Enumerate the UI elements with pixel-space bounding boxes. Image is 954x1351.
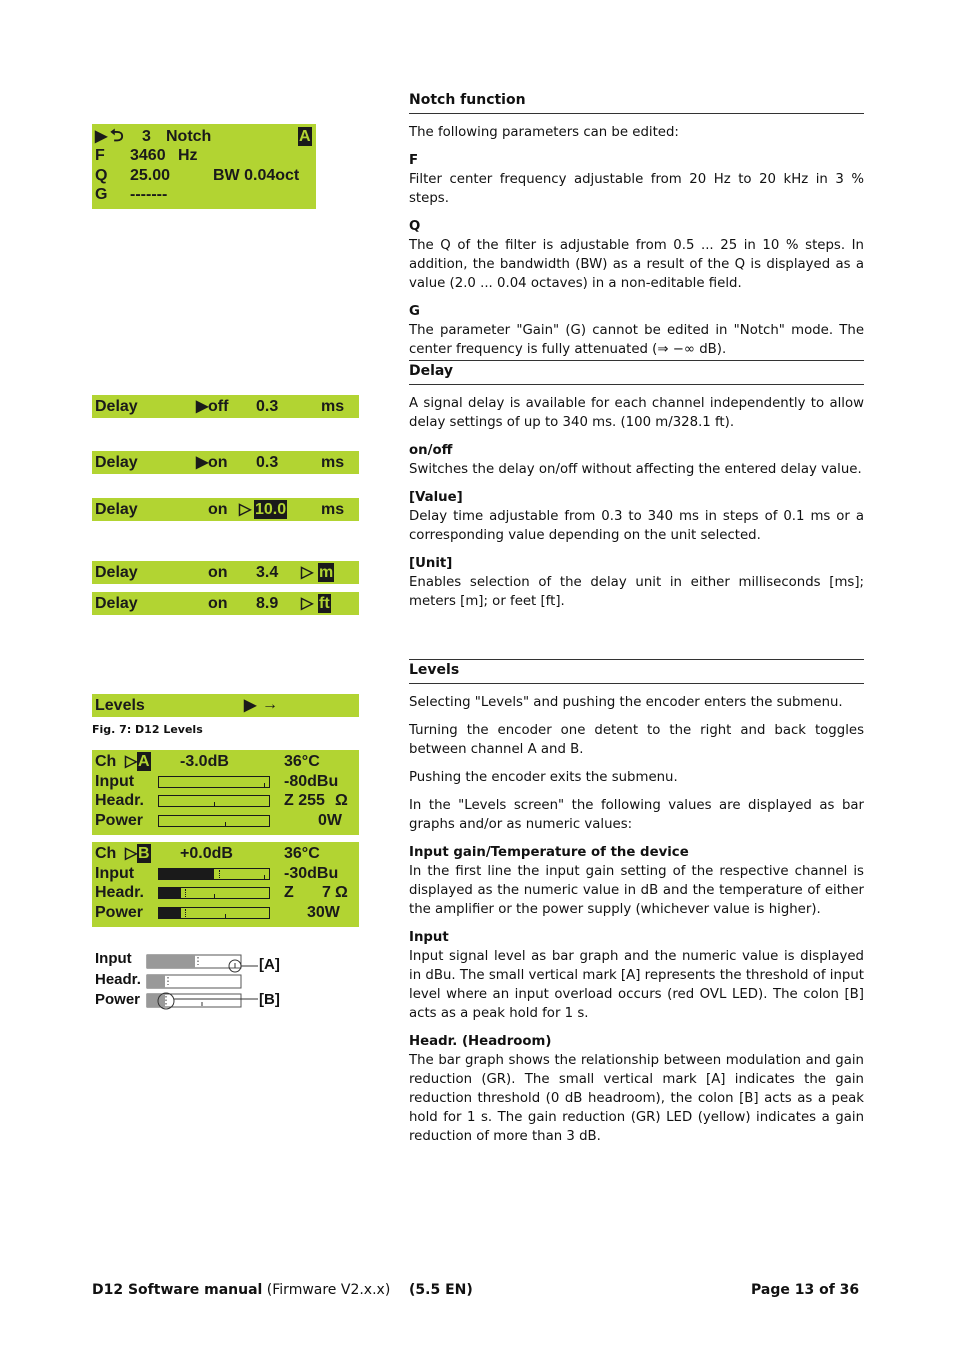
detail-power-label: Power <box>95 991 141 1008</box>
delay-value-text: Delay time adjustable from 0.3 to 340 ms in steps of 0.1 ms or a corresponding value depending on the unit selected. <box>409 509 864 543</box>
levels-ig-head: Input gain/Temperature of the device <box>409 845 689 860</box>
levels-ch-label: Ch <box>95 845 117 862</box>
threshold-mark <box>264 783 265 787</box>
notch-f-text: Filter center frequency adjustable from 20 Hz to 20 kHz in 3 % steps. <box>409 172 864 206</box>
levels-menu-label: Levels <box>95 697 145 714</box>
threshold-mark <box>264 875 265 879</box>
levels-power-fill <box>159 908 181 918</box>
figure-caption: Fig. 7: D12 Levels <box>92 723 203 736</box>
levels-title: Levels <box>409 662 460 678</box>
delay-lcd-state: on <box>208 501 228 518</box>
notch-lcd-label: Notch <box>166 128 212 145</box>
footer-version: (5.5 EN) <box>409 1282 473 1298</box>
detail-headroom-label: Headr. <box>95 971 141 988</box>
delay-lcd-label: Delay <box>95 501 138 518</box>
levels-p2: Turning the encoder one detent to the right and back toggles between channel A and B. <box>409 723 864 757</box>
levels-text <box>409 693 864 1146</box>
delay-lcd-unit: ms <box>321 398 345 415</box>
levels-power-bar <box>158 907 270 919</box>
notch-lcd-g-value: ------- <box>130 186 168 203</box>
delay-value-head: [Value] <box>409 490 463 505</box>
levels-gain: -3.0dB <box>180 753 229 770</box>
levels-input-bar <box>158 868 270 880</box>
threshold-mark <box>225 914 226 918</box>
footer-page: Page 13 of 36 <box>751 1282 860 1298</box>
delay-lcd-unit: ms <box>321 501 345 518</box>
delay-lcd-label: Delay <box>95 595 138 612</box>
notch-lcd-g-key: G <box>95 186 108 203</box>
levels-gain: +0.0dB <box>180 845 233 862</box>
notch-text <box>409 123 864 359</box>
detail-mark-a: [A] <box>259 956 280 973</box>
levels-impedance-value: 7 <box>322 884 331 901</box>
delay-lcd-value: 8.9 <box>256 595 279 612</box>
detail-input-fill <box>147 955 195 968</box>
delay-intro: A signal delay is available for each channel independently to allow delay settings of up to 340 ms. (100 m/328.1 ft). <box>409 396 864 430</box>
levels-p4: In the "Levels screen" the following values are displayed as bar graphs and/or as numeric values: <box>409 798 864 832</box>
enter-arrow-icon: → <box>262 696 278 713</box>
notch-lcd-bw: BW 0.04oct <box>213 167 300 184</box>
levels-in-text: Input signal level as bar graph and the numeric value is displayed in dBu. The small vertical mark [A] represents the threshold of input level where an input overload occurs (red OVL LED). The colon [B] acts as a peak hold for 1 s. <box>409 949 864 1021</box>
levels-p3: Pushing the encoder exits the submenu. <box>409 770 678 785</box>
footer-firmware: (Firmware V2.x.x) <box>266 1282 391 1298</box>
notch-lcd-q-key: Q <box>95 167 108 184</box>
delay-unit-head: [Unit] <box>409 556 453 571</box>
levels-headroom-label: Headr. <box>95 884 144 901</box>
levels-input-fill <box>159 869 214 879</box>
notch-g-text: The parameter "Gain" (G) cannot be edited in "Notch" mode. The center frequency is fully attenuated (⇒ −∞ dB). <box>409 323 864 357</box>
delay-onoff-text: Switches the delay on/off without affecting the entered delay value. <box>409 462 862 477</box>
delay-lcd-state: on <box>208 564 228 581</box>
notch-f-head: F <box>409 153 419 168</box>
detail-input-label: Input <box>95 950 132 967</box>
threshold-mark <box>214 894 215 898</box>
delay-lcd-unit: ft <box>319 595 330 612</box>
delay-lcd-unit: ms <box>321 454 345 471</box>
notch-lcd-q-value: 25.00 <box>130 167 171 184</box>
delay-lcd-value-edit <box>92 498 359 521</box>
levels-ch-id: B <box>138 845 150 862</box>
levels-input-label: Input <box>95 865 135 882</box>
delay-lcd-label: Delay <box>95 564 138 581</box>
levels-hr-head: Headr. (Headroom) <box>409 1034 552 1049</box>
delay-lcd-off <box>92 395 359 418</box>
delay-title: Delay <box>409 363 454 379</box>
cursor-outline-arrow-icon: ▷ <box>301 564 314 581</box>
notch-lcd-num: 3 <box>142 128 151 145</box>
return-icon: ⮌ <box>110 126 124 145</box>
peak-hold-colon <box>185 889 187 897</box>
cursor-arrow-icon: ▶ <box>196 454 209 471</box>
levels-input-value: -30dBu <box>284 865 339 882</box>
footer-manual: D12 Software manual <box>92 1282 263 1298</box>
notch-lcd <box>92 124 316 209</box>
levels-screen-b <box>92 842 359 927</box>
threshold-mark <box>214 802 215 806</box>
cursor-arrow-icon: ▶ <box>95 128 108 145</box>
levels-power-value: 0W <box>318 812 342 829</box>
delay-lcd-value: 3.4 <box>256 564 279 581</box>
levels-in-head: Input <box>409 930 449 945</box>
levels-impedance: Z 255 <box>284 792 325 809</box>
delay-onoff-head: on/off <box>409 443 453 458</box>
levels-rule <box>409 683 864 684</box>
footer-title <box>92 1282 390 1298</box>
levels-power-bar <box>158 815 270 827</box>
delay-lcd-state: on <box>208 595 228 612</box>
notch-lcd-channel: A <box>299 128 311 145</box>
delay-lcd-feet <box>92 592 359 615</box>
bar-detail-diagram <box>92 948 292 1013</box>
notch-rule <box>409 113 864 114</box>
delay-lcd-value: 0.3 <box>256 398 279 415</box>
levels-input-value: -80dBu <box>284 773 339 790</box>
delay-rule-top <box>409 360 864 361</box>
cursor-arrow-icon: ▶ <box>244 697 257 714</box>
levels-hr-text: The bar graph shows the relationship between modulation and gain reduction (GR). The small vertical mark [A] indicates the gain reduction threshold (0 dB headroom), the colon [B] acts as a peak hold for 1 s. The gain reduction (GR) LED (yellow) indicates a gain reduction of more than 3 dB. <box>409 1053 864 1144</box>
notch-lcd-f-unit: Hz <box>178 147 198 164</box>
levels-temp: 36°C <box>284 845 320 862</box>
notch-lcd-f-value: 3460 <box>130 147 166 164</box>
notch-g-head: G <box>409 304 420 319</box>
notch-lcd-f-key: F <box>95 147 105 164</box>
ohm-icon: Ω <box>335 792 348 809</box>
levels-ch-id: A <box>138 753 150 770</box>
delay-lcd-state: on <box>208 454 228 471</box>
cursor-outline-arrow-icon: ▷ <box>125 753 138 770</box>
delay-lcd-state: off <box>208 398 229 415</box>
delay-lcd-unit: m <box>319 564 334 581</box>
levels-input-label: Input <box>95 773 135 790</box>
notch-title: Notch function <box>409 92 526 108</box>
detail-power-fill <box>147 994 165 1007</box>
delay-rule <box>409 384 864 385</box>
levels-impedance: Z <box>284 884 294 901</box>
peak-hold-colon <box>219 870 221 878</box>
levels-screen-a <box>92 750 359 835</box>
levels-power-label: Power <box>95 812 144 829</box>
ohm-icon: Ω <box>335 884 348 901</box>
delay-lcd-label: Delay <box>95 454 138 471</box>
levels-ch-label: Ch <box>95 753 117 770</box>
levels-headroom-bar <box>158 887 270 899</box>
levels-headroom-bar <box>158 795 270 807</box>
levels-headroom-fill <box>159 888 181 898</box>
notch-q-text: The Q of the filter is adjustable from 0.5 ... 25 in 10 % steps. In addition, the bandwidth (BW) as a result of the Q is displayed as a value (2.0 ... 0.04 octaves) in a non-editable field. <box>409 238 864 291</box>
levels-temp: 36°C <box>284 753 320 770</box>
levels-headroom-label: Headr. <box>95 792 144 809</box>
detail-mark-b: [B] <box>259 991 280 1008</box>
levels-p1: Selecting "Levels" and pushing the encoder enters the submenu. <box>409 695 843 710</box>
delay-lcd-on <box>92 451 359 474</box>
cursor-arrow-icon: ▶ <box>196 398 209 415</box>
levels-menu-lcd <box>92 694 359 717</box>
cursor-outline-arrow-icon: ▷ <box>239 501 252 518</box>
detail-headroom-fill <box>147 975 165 988</box>
delay-lcd-value: 10.0 <box>255 501 287 518</box>
levels-power-label: Power <box>95 904 144 921</box>
notch-intro: The following parameters can be edited: <box>409 125 679 140</box>
delay-lcd-meters <box>92 561 359 584</box>
cursor-outline-arrow-icon: ▷ <box>125 845 138 862</box>
levels-ig-text: In the first line the input gain setting of the respective channel is displayed as the numeric value in dB and the temperature of either the amplifier or the power supply (whichever value is higher). <box>409 864 864 917</box>
delay-text <box>409 394 864 611</box>
cursor-outline-arrow-icon: ▷ <box>301 595 314 612</box>
levels-power-value: 30W <box>307 904 340 921</box>
levels-input-bar <box>158 776 270 788</box>
notch-q-head: Q <box>409 219 421 234</box>
levels-rule-top <box>409 659 864 660</box>
delay-lcd-value: 0.3 <box>256 454 279 471</box>
delay-unit-text: Enables selection of the delay unit in either milliseconds [ms]; meters [m]; or feet [ft]. <box>409 575 864 609</box>
peak-hold-colon <box>185 909 187 917</box>
delay-lcd-label: Delay <box>95 398 138 415</box>
threshold-mark <box>225 822 226 826</box>
